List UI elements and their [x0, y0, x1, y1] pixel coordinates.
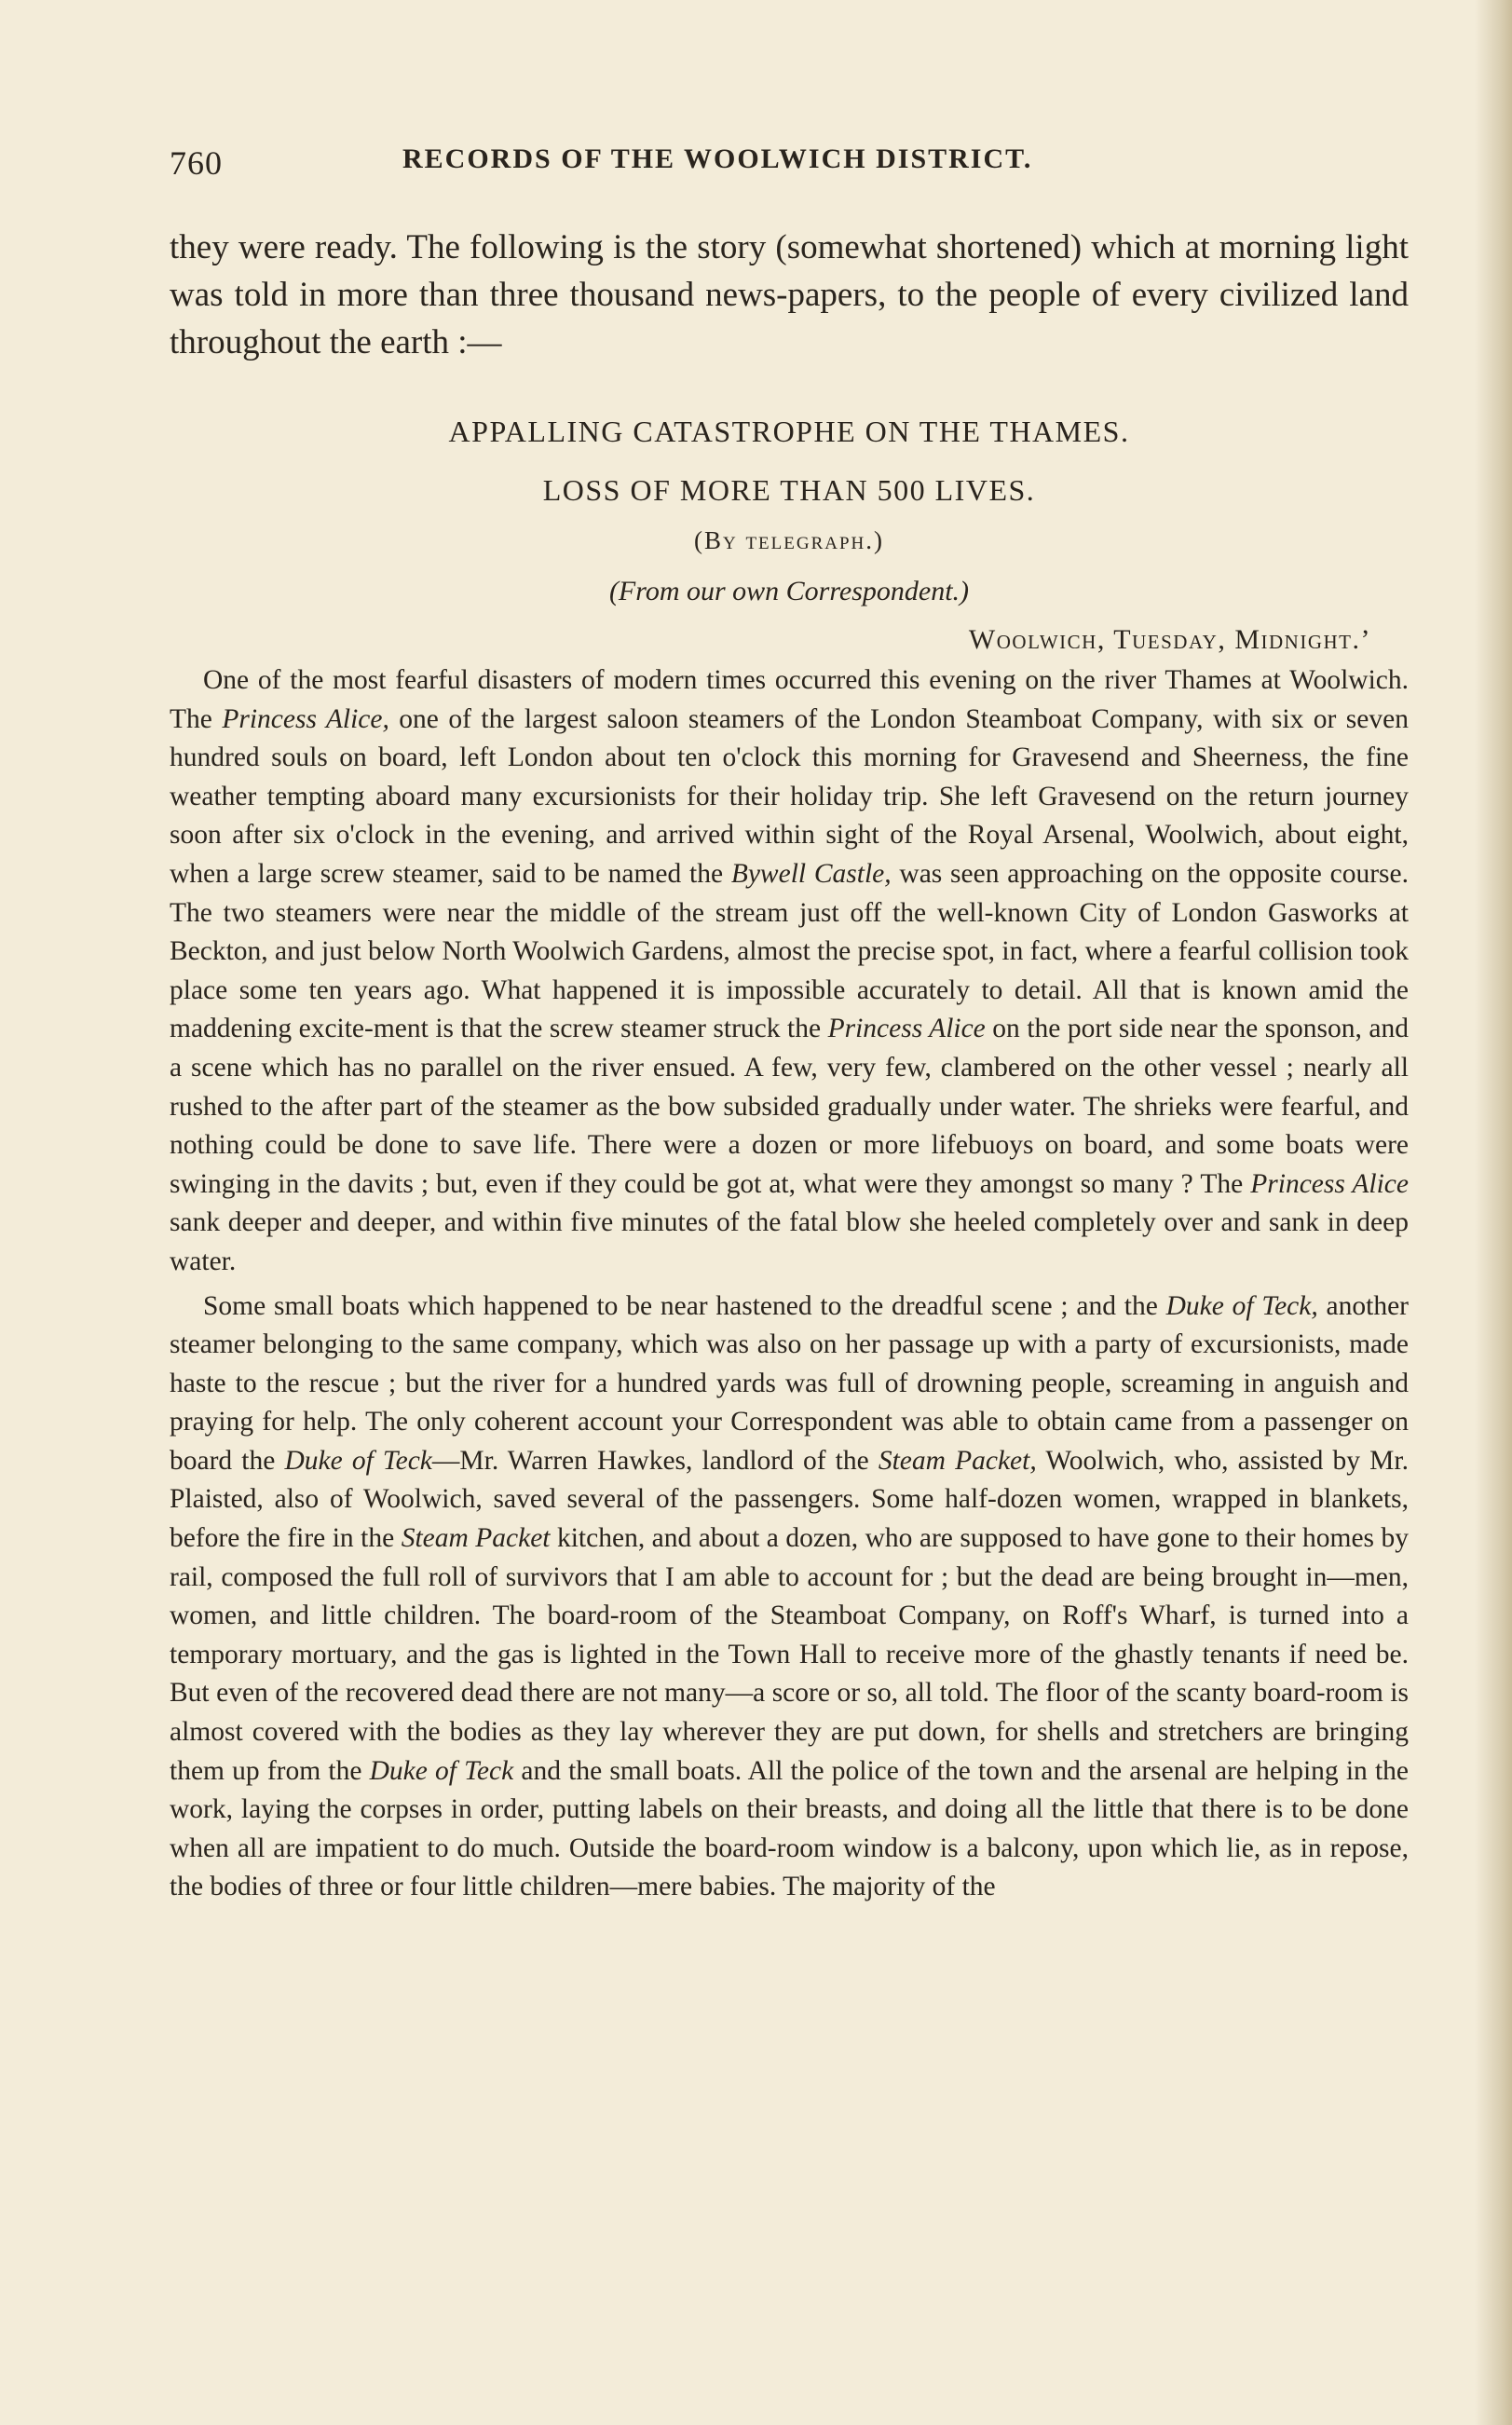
ship-name: Princess Alice	[827, 1014, 986, 1044]
page-edge	[1475, 0, 1512, 2425]
lead-paragraph: they were ready. The following is the story (somewhat shortened) which at morning light was told in more than three thousand news-papers, to the people of every civilized land throughout the earth :—	[170, 228, 1409, 361]
ship-name: Duke of Teck,	[1165, 1290, 1318, 1321]
text-run: and the small boats. All the police of the town and the arsenal are helping in the work, laying the corpses in order, putting labels on their breasts, and doing all the little that there is to be done when all are impatient to do much. Outside the board-room window is a balcony, upon which lie, as in repose, the bodies of three or four little children—mere babies. The majority of the	[170, 1755, 1409, 1902]
text-run: one of the largest saloon steamers of the London Steamboat Company, with six or seven hundred souls on board, left London about ten o'clock this morning for Gravesend and Sheerness, the fine weather tempting aboard many excursionists for their holiday trip. She left Gravesend on the return journey soon after six o'clock in the evening, and arrived within sight of the Royal Arsenal, Woolwich, about eight, when a large screw steamer, said to be named the	[170, 703, 1409, 889]
headline-correspondent: (From our own Correspondent.)	[608, 576, 970, 606]
text-run: Some small boats which happened to be near hastened to the dreadful scene ; and the	[203, 1290, 1166, 1321]
article-paragraph-2	[170, 1287, 1409, 1908]
ship-name: Duke of Teck	[369, 1755, 514, 1786]
ship-name: Princess Alice,	[222, 703, 389, 734]
text-run: another steamer belonging to the same company, which was also on her passage up with a party of excursionists, made haste to the rescue ; but the river for a hundred yards was full of drowning people, screaming in anguish and praying for help. The only coherent account your Correspondent was able to obtain came from a passenger on board the	[170, 1290, 1409, 1476]
page-number: 760	[170, 144, 223, 182]
inn-name: Steam Packet,	[878, 1445, 1037, 1476]
text-run: —Mr. Warren Hawkes, landlord of the	[431, 1445, 879, 1476]
text-run: sank deeper and deeper, and within five minutes of the fatal blow she heeled completely over and sank in deep water.	[170, 1207, 1409, 1276]
book-page	[170, 130, 1409, 1907]
inn-name: Steam Packet	[401, 1523, 551, 1554]
running-title: RECORDS OF THE WOOLWICH DISTRICT.	[402, 143, 1033, 174]
headline-loss: LOSS OF MORE THAN 500 LIVES.	[542, 473, 1036, 507]
ship-name: Bywell Castle,	[730, 858, 892, 889]
headline-telegraph: (By telegraph.)	[693, 526, 885, 554]
text-run: kitchen, and about a dozen, who are supposed to have gone to their homes by rail, composed the full roll of survivors that I am able to account for ; but the dead are being brought in—men, women, and little children. The board-room of the Steamboat Company, on Roff's Wharf, is turned into a temporary mortuary, and the gas is lighted in the Town Hall to receive more of the ghastly tenants if need be. But even of the recovered dead there are not many—a score or so, all told. The floor of the scanty board-room is almost covered with the bodies as they lay wherever they are put down, for shells and stretchers are bringing them up from the	[170, 1523, 1410, 1786]
text-run: One of the most fearful disasters of modern times occurred this evening on the river Thames at Woolwich. The	[170, 665, 1409, 734]
article-paragraph-1	[170, 661, 1409, 1282]
ship-name: Duke of Teck	[284, 1445, 432, 1476]
text-run: on the port side near the sponson, and a scene which has no parallel on the river ensued. A few, very few, clambered on the other vessel ; nearly all rushed to the after part of the steamer as the bow subsided gradually under water. The shrieks were fearful, and nothing could be done to save life. There were a dozen or more lifebuoys on board, and some boats were swinging in the davits ; but, even if they could be got at, what were they amongst so many ? The	[170, 1014, 1409, 1199]
text-run: was seen approaching on the opposite course. The two steamers were near the middle of the stream just off the well-known City of London Gasworks at Beckton, and just below North Woolwich Gardens, almost the precise spot, in fact, where a fearful collision took place some ten years ago. What happened it is impossible accurately to detail. All that is known amid the maddening excite-ment is that the screw steamer struck the	[170, 858, 1409, 1044]
headline-catastrophe: APPALLING CATASTROPHE ON THE THAMES.	[448, 415, 1130, 448]
running-head	[170, 130, 1409, 186]
ship-name: Princess Alice	[1250, 1168, 1409, 1199]
text-run: Woolwich, who, assisted by Mr. Plaisted, also of Woolwich, saved several of the passengers. Some half-dozen women, wrapped in blankets, before the fire in the	[170, 1445, 1409, 1554]
dateline: Woolwich, Tuesday, Midnight.’	[968, 624, 1371, 655]
